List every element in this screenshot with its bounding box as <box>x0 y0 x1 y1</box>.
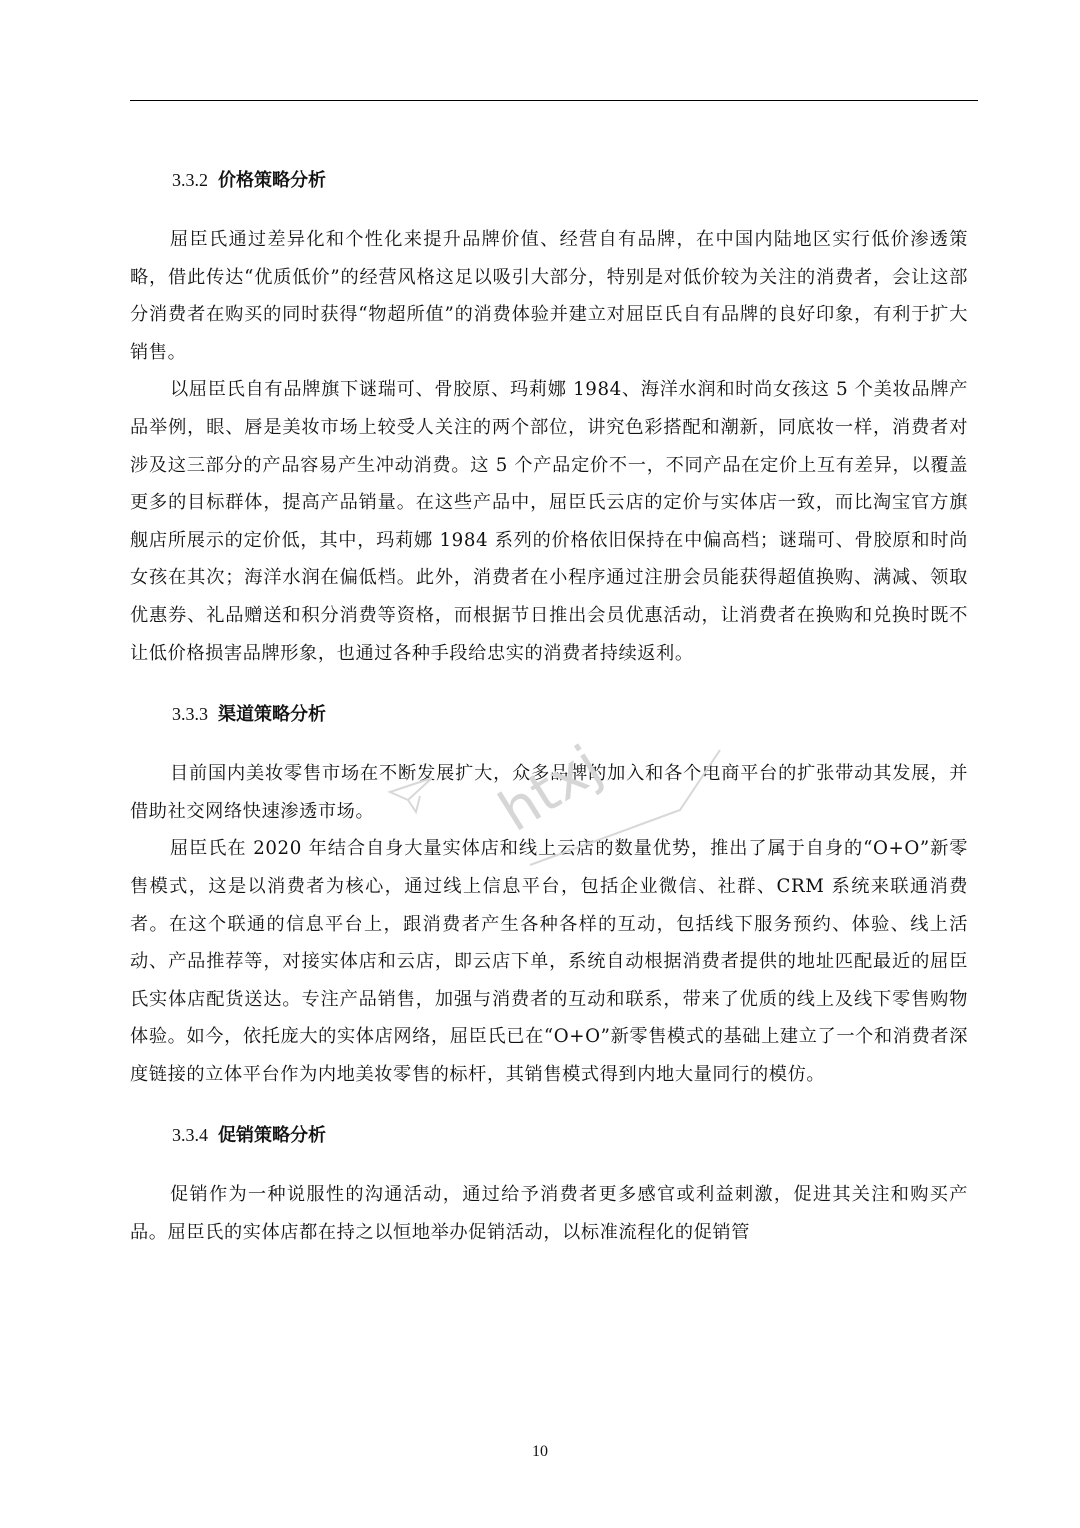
paragraph: 促销作为一种说服性的沟通活动，通过给予消费者更多感官或利益刺激，促进其关注和购买产品。屈臣氏的实体店都在持之以恒地举办促销活动，以标准流程化的促销管 <box>130 1184 968 1244</box>
section-number: 3.3.3 <box>172 704 208 725</box>
page-number: 10 <box>532 1443 548 1460</box>
header-rule <box>130 100 978 101</box>
section-number: 3.3.2 <box>172 170 208 190</box>
section-title: 价格策略分析 <box>218 170 326 191</box>
watermark-text: htxj <box>488 733 613 845</box>
section-heading-3-3-3 <box>130 694 968 735</box>
section-number: 3.3.4 <box>172 1125 208 1146</box>
paragraph: 以屈臣氏自有品牌旗下谜瑞可、骨胶原、玛莉娜 1984、海洋水润和时尚女孩这 5 个美妆品牌产品举例，眼、唇是美妆市场上较受人关注的两个部位，讲究色彩搭配和潮新，同底妆一样，消费者对涉及这三部分的产品容易产生冲动消费。这 5 个产品定价不一，不同产品在定价上互有差异，以覆盖更多的目标群体，提高产品销量。在这些产品中，屈臣氏云店的定价与实体店一致，而比淘宝官方旗舰店所展示的定价低，其中，玛莉娜 1984 系列的价格依旧保持在中偏高档；谜瑞可、骨胶原和时尚女孩在其次；海洋水润在偏低档。此外，消费者在小程序通过注册会员能获得超值换购、满减、领取优惠券、礼品赠送和积分消费等资格，而根据节日推出会员优惠活动，让消费者在换购和兑换时既不让低价格损害品牌形象，也通过各种手段给忠实的消费者持续返利。 <box>130 379 968 664</box>
paragraph: 屈臣氏通过差异化和个性化来提升品牌价值、经营自有品牌，在中国内陆地区实行低价渗透策略，借此传达“优质低价”的经营风格这足以吸引大部分，特别是对低价较为关注的消费者，会让这部分消费者在购买的同时获得“物超所值”的消费体验并建立对屈臣氏自有品牌的良好印象，有利于扩大销售。 <box>130 229 968 363</box>
section-heading-3-3-2 <box>130 160 968 201</box>
section-heading-3-3-4 <box>130 1115 968 1156</box>
paragraph: 屈臣氏在 2020 年结合自身大量实体店和线上云店的数量优势，推出了属于自身的“O+O”新零售模式，这是以消费者为核心，通过线上信息平台，包括企业微信、社群、CRM 系统来联通消费者。在这个联通的信息平台上，跟消费者产生各种各样的互动，包括线下服务预约、体验、线上活动、产品推荐等，对接实体店和云店，即云店下单，系统自动根据消费者提供的地址匹配最近的屈臣氏实体店配货送达。专注产品销售，加强与消费者的互动和联系，带来了优质的线上及线下零售购物体验。如今，依托庞大的实体店网络，屈臣氏已在“O+O”新零售模式的基础上建立了一个和消费者深度链接的立体平台作为内地美妆零售的标杆，其销售模式得到内地大量同行的模仿。 <box>130 838 968 1085</box>
page-content <box>130 160 968 1252</box>
section-title: 渠道策略分析 <box>218 704 326 726</box>
paragraph: 目前国内美妆零售市场在不断发展扩大，众多品牌的加入和各个电商平台的扩张带动其发展，并借助社交网络快速渗透市场。 <box>130 763 968 822</box>
section-title: 促销策略分析 <box>218 1125 326 1147</box>
